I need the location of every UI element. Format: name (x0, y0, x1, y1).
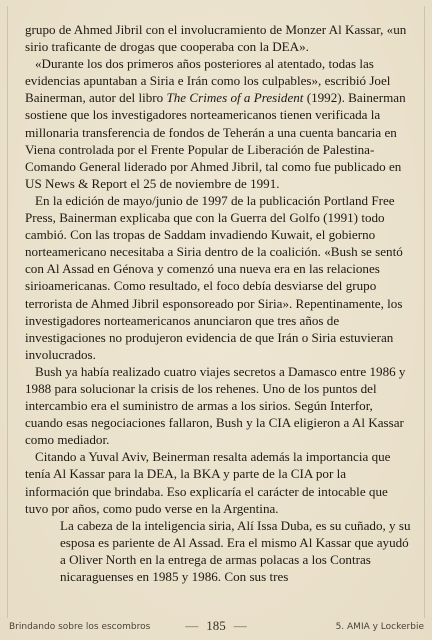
page-footer (0, 618, 432, 632)
block-quote: La cabeza de la inteligencia siria, Alí Issa Duba, es su cuñado, y su esposa es pariente de Al Assad. Era el mismo Al Kassar que ayudó a Oliver North en la entrega de armas polacas a los Contras nicaraguenses en 1985 y 1986. Con sus tres (60, 517, 411, 584)
body-text (25, 21, 413, 585)
paragraph-2 (25, 55, 413, 192)
paragraph-1: grupo de Ahmed Jibril con el involucramiento de Monzer Al Kassar, «un sirio traficante de drogas que cooperaba con la DEA». (25, 22, 407, 55)
paragraph-5: Citando a Yuval Aviv, Beinerman resalta además la importancia que tenía Al Kassar para la DEA, la BKA y parte de la CIA por la información que brindaba. Eso explicaría el carácter de intocable que tuvo por años, como pudo verse en la Argentina. (25, 449, 391, 516)
paragraph-3: En la edición de mayo/junio de 1997 de la publicación Portland Free Press, Bainerman explicaba que con la Guerra del Golfo (1991) todo cambió. Con las tropas de Saddam invadiendo Kuwait, el gobierno norteamericano necesitaba a Siria dentro de la coalición. «Bush se sentó con Al Assad en Génova y comenzó una nueva era en las relaciones sirioamericanas. Como resultado, el foco debía desviarse del grupo terrorista de Ahmed Jibril esponsoreado por Siria». Repentinamente, los investigadores norteamericanos anunciaron que tres años de investigaciones no produjeron evidencia de que Irán o Siria estuvieran involucrados. (25, 192, 403, 362)
page-number: 185 (206, 618, 226, 633)
footer-chapter: 5. AMIA y Lockerbie (335, 622, 424, 632)
page-number-dash-right: — (233, 618, 247, 633)
paragraph-2-start: «Durante los dos primeros años posteriores al atentado, todas las evidencias apuntaban a Siria e Irán como los culpables», escribió Joel Bainerman, autor del libro (25, 56, 391, 106)
footer-book-title: Brindando sobre los escombros (9, 622, 151, 632)
page-number-dash-left: — (185, 618, 199, 633)
paragraph-2-end: (1992). Bainerman sostiene que los investigadores norteamericanos tienen verificada la millonaria transferencia de fondos de Teherán a una cuenta bancaria en Viena controlada por el Frente Popular de Liberación de Palestina-Comando General liderado por Ahmed Jibril, tal como fue publicado en US News & Report el 25 de noviembre de 1991. (25, 90, 406, 191)
paragraph-4: Bush ya había realizado cuatro viajes secretos a Damasco entre 1986 y 1988 para solucionar la crisis de los rehenes. Uno de los puntos del intercambio era el suministro de armas a los sirios. Según Interfor, cuando esas negociaciones fallaron, Bush y la CIA eligieron a Al Kassar como mediador. (25, 363, 406, 448)
book-title-italic: The Crimes of a President (166, 90, 304, 106)
